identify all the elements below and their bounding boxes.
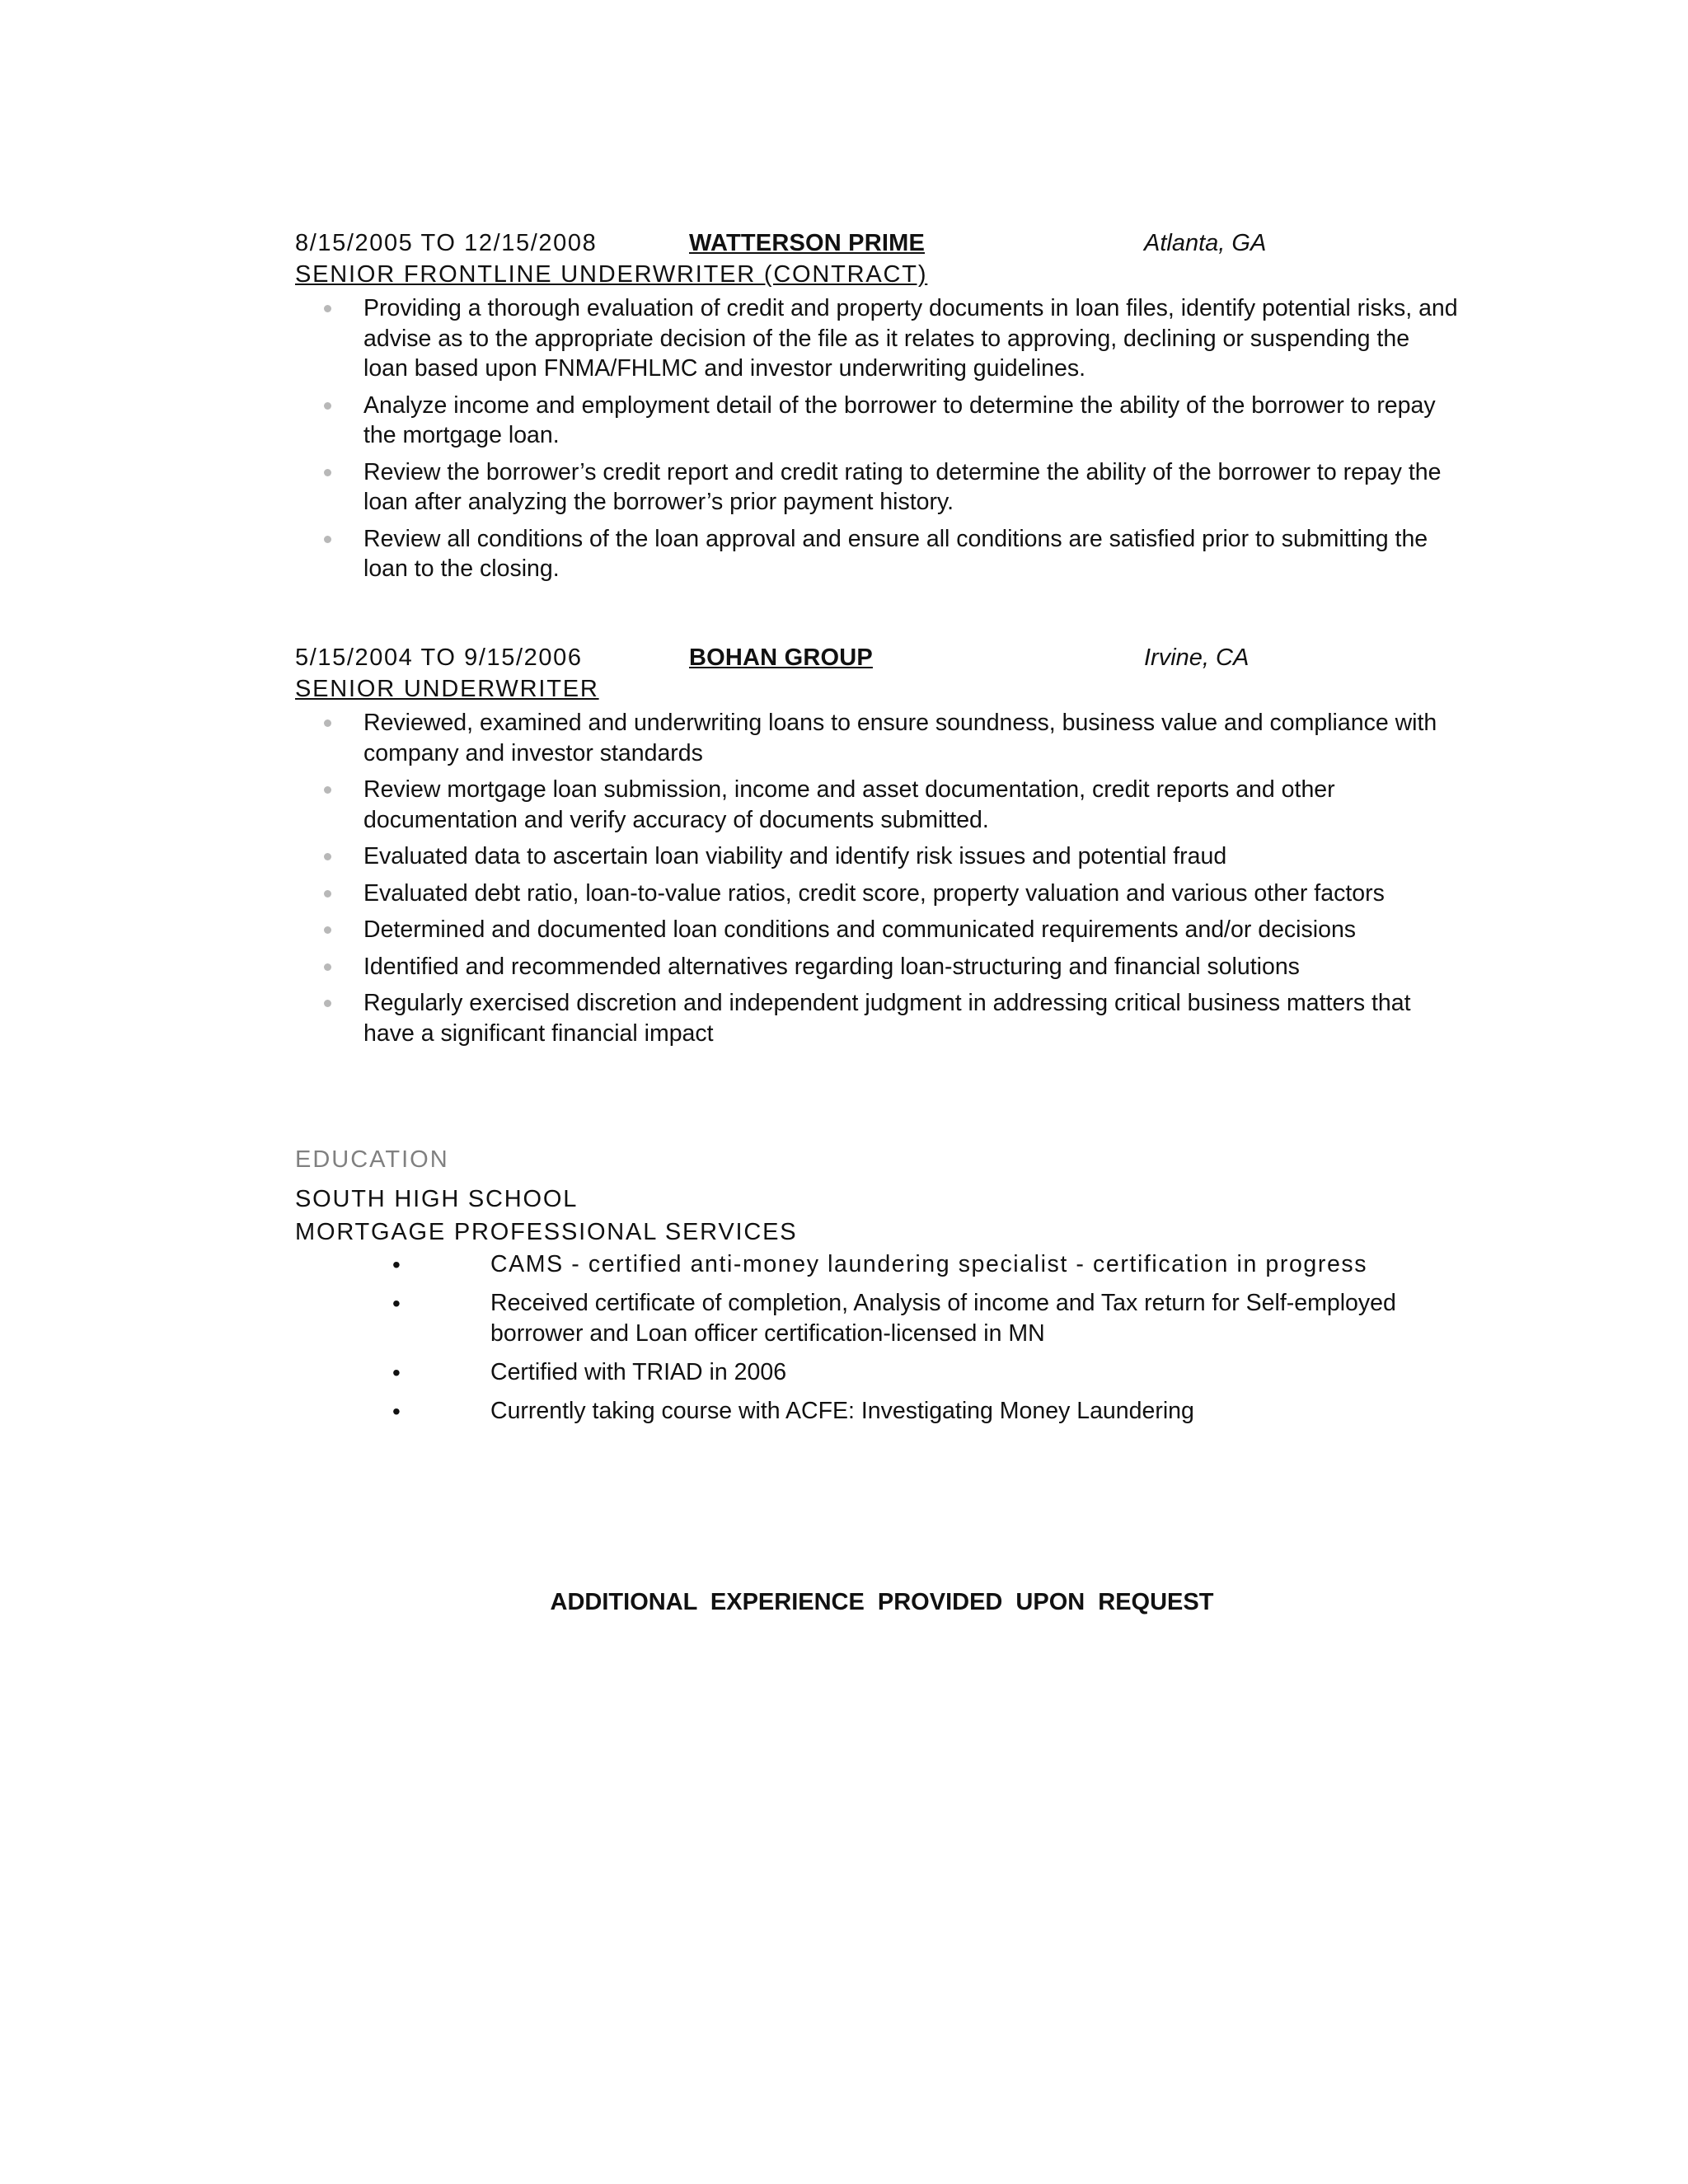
- education-item: [295, 1288, 1397, 1349]
- job-bullet: [295, 293, 1460, 384]
- bullet-dot-icon: [324, 469, 331, 476]
- job-bullet: [295, 391, 1460, 451]
- bullet-dot-icon: [324, 536, 331, 543]
- job-bullet-text: Determined and documented loan conditions and communicated requirements and/or decisions: [363, 916, 1357, 943]
- job-bullet-list: [295, 708, 1449, 1048]
- job-bullet-text: Analyze income and employment detail of the borrower to determine the ability of the borrower to repay the mortgage loan.: [363, 391, 1436, 448]
- bullet-dot-icon: [324, 305, 331, 312]
- job-bullet-text: Identified and recommended alternatives regarding loan-structuring and financial solutions: [363, 953, 1300, 980]
- job-company: BOHAN GROUP: [689, 644, 873, 671]
- education-item-text: Certified with TRIAD in 2006: [490, 1359, 787, 1385]
- job-bullet: [295, 879, 1460, 909]
- job-location: Irvine, CA: [1144, 644, 1250, 671]
- job-bullet: [295, 841, 1460, 872]
- job-bullet: [295, 457, 1460, 518]
- education-program: MORTGAGE PROFESSIONAL SERVICES: [295, 1219, 798, 1245]
- additional-experience-note: ADDITIONAL EXPERIENCE PROVIDED UPON REQUEST: [550, 1589, 1214, 1615]
- bullet-icon: •: [392, 1291, 401, 1316]
- job-bullet-text: Evaluated data to ascertain loan viability and identify risk issues and potential fraud: [363, 843, 1227, 869]
- education-item-text: CAMS - certified anti-money laundering specialist - certification in progress: [490, 1251, 1368, 1277]
- job-header: [295, 227, 1449, 259]
- education-item-text: Currently taking course with ACFE: Investigating Money Laundering: [490, 1398, 1194, 1424]
- bullet-dot-icon: [324, 402, 331, 410]
- job-bullet-list: [295, 293, 1458, 584]
- education-list: [295, 1249, 1531, 1427]
- job-bullet-text: Review all conditions of the loan approval and ensure all conditions are satisfied prior to submitting the loan to the closing.: [363, 525, 1428, 582]
- job-bullet: [295, 952, 1460, 982]
- job-company: WATTERSON PRIME: [689, 230, 926, 256]
- job-entry-bohan: [295, 642, 1449, 1055]
- job-bullet: [295, 708, 1460, 768]
- job-title: SENIOR FRONTLINE UNDERWRITER (CONTRACT): [295, 261, 928, 288]
- job-bullet-text: Evaluated debt ratio, loan-to-value ratios, credit score, property valuation and various other factors: [363, 879, 1385, 907]
- bullet-dot-icon: [324, 1000, 331, 1007]
- education-item: [295, 1357, 1397, 1388]
- bullet-dot-icon: [324, 926, 331, 934]
- education-heading: EDUCATION: [295, 1146, 449, 1173]
- job-title: SENIOR UNDERWRITER: [295, 676, 599, 702]
- job-location: Atlanta, GA: [1144, 230, 1267, 256]
- job-bullet: [295, 524, 1460, 584]
- education-section: [295, 1144, 1531, 1435]
- job-bullet-text: Reviewed, examined and underwriting loans to ensure soundness, business value and compliance with company and investor standards: [363, 710, 1437, 766]
- job-bullet-text: Providing a thorough evaluation of credit and property documents in loan files, identify potential risks, and advise as to the appropriate decision of the file as it relates to approving, declining or suspending the loan based upon FNMA/FHLMC and investor underwriting guidelines.: [363, 295, 1458, 382]
- bullet-dot-icon: [324, 786, 331, 794]
- job-dates: 8/15/2005 TO 12/15/2008: [295, 230, 598, 256]
- job-bullet: [295, 988, 1460, 1048]
- job-dates: 5/15/2004 TO 9/15/2006: [295, 644, 583, 671]
- job-bullet-text: Review mortgage loan submission, income and asset documentation, credit reports and other documentation and verify accuracy of documents submitted.: [363, 776, 1335, 833]
- education-item-text: Received certificate of completion, Analysis of income and Tax return for Self-employed borrower and Loan officer certification-licensed in MN: [490, 1290, 1396, 1347]
- education-item: [295, 1249, 1397, 1280]
- bullet-dot-icon: [324, 963, 331, 971]
- bullet-icon: •: [392, 1360, 401, 1385]
- bullet-dot-icon: [324, 853, 331, 860]
- bullet-dot-icon: [324, 890, 331, 898]
- job-bullet-text: Review the borrower’s credit report and credit rating to determine the ability of the borrower to repay the loan after analyzing the borrower’s prior payment history.: [363, 458, 1442, 515]
- job-bullet-text: Regularly exercised discretion and independent judgment in addressing critical business matters that have a significant financial impact: [363, 990, 1411, 1047]
- job-entry-watterson: [295, 227, 1458, 591]
- education-item: [295, 1396, 1397, 1427]
- job-bullet: [295, 915, 1460, 945]
- job-bullet: [295, 775, 1460, 835]
- job-header: [295, 642, 1449, 673]
- bullet-dot-icon: [324, 719, 331, 727]
- education-school: SOUTH HIGH SCHOOL: [295, 1186, 579, 1212]
- bullet-icon: •: [392, 1399, 401, 1424]
- bullet-icon: •: [392, 1252, 402, 1277]
